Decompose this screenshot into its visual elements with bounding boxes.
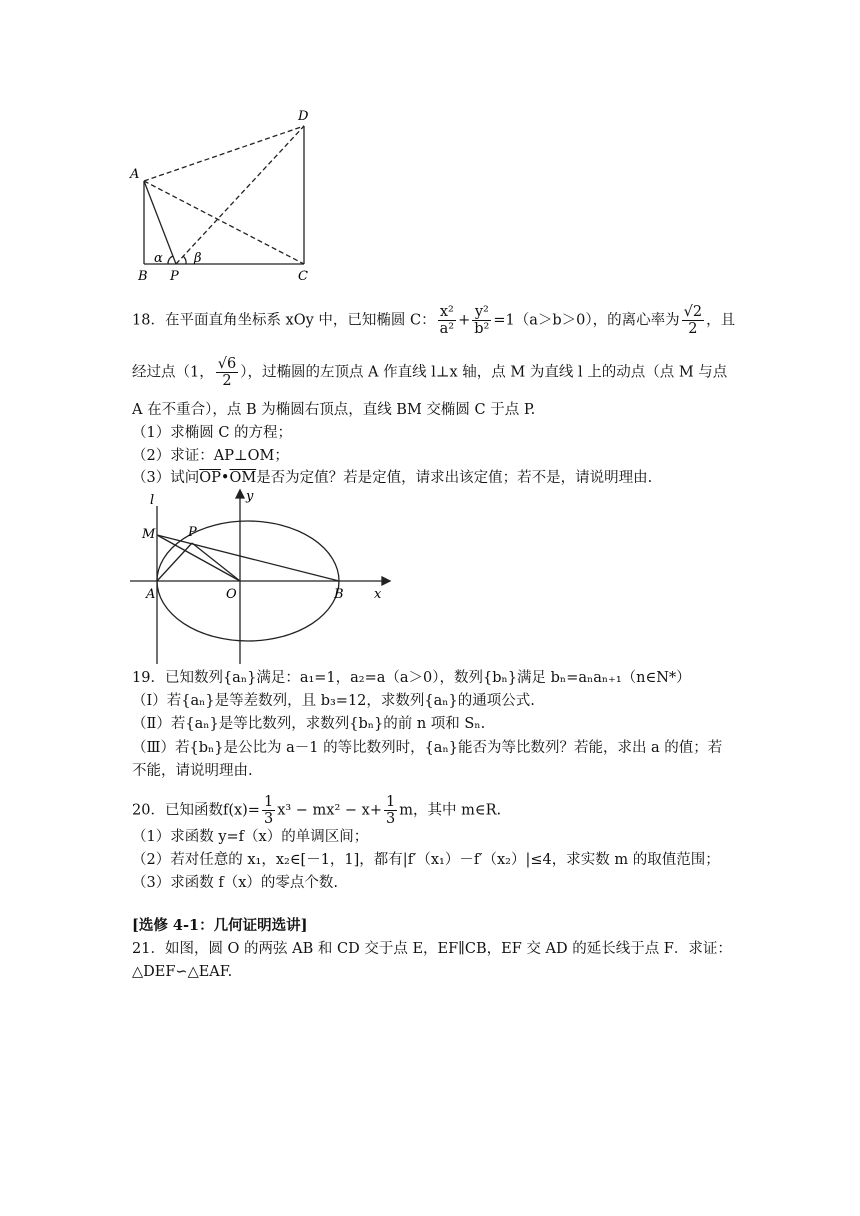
label-x: x xyxy=(374,587,382,602)
q20-frac2 xyxy=(384,794,397,827)
q18-line1 xyxy=(132,304,735,337)
q20-part1: （1）求函数 y=f（x）的单调区间； xyxy=(132,829,369,845)
q19-part2: （Ⅱ）若{aₙ}是等比数列，求数列{bₙ}的前 n 项和 Sₙ. xyxy=(132,716,486,732)
q18-ecc-den: 2 xyxy=(688,321,698,337)
q18-line3: A 在不重合），点 B 为椭圆右顶点，直线 BM 交椭圆 C 于点 P. xyxy=(132,402,536,418)
q20-fx: f(x)= xyxy=(222,802,260,819)
q18-ecc-num: √2 xyxy=(683,304,703,320)
q18-line2-pre: 经过点（1， xyxy=(132,364,214,381)
q18-intro-end: ，且 xyxy=(706,312,736,329)
label-M: M xyxy=(142,527,156,542)
label-y: y xyxy=(246,489,254,504)
q18-eq-rest: =1（a＞b＞0），的离心率为 xyxy=(493,312,680,329)
label-B: B xyxy=(138,269,148,284)
vector-op: $\overline{OP}$ xyxy=(199,470,221,486)
q18-plus: + xyxy=(458,312,471,329)
q21-section-header: [选修 4-1：几何证明选讲] xyxy=(132,917,308,934)
q18-part3 xyxy=(132,468,652,488)
q18-p3-post: 是否为定值？若是定值，请求出该定值；若不是，请说明理由. xyxy=(256,470,653,486)
q21-line2: △DEF∽△EAF. xyxy=(132,964,233,980)
q18-frac-x xyxy=(438,304,456,337)
q20-part2: （2）若对任意的 x₁，x₂∈[－1，1]，都有|f′（x₁）－f′（x₂）|≤4，求实数 m 的取值范围； xyxy=(132,852,720,868)
label-O: O xyxy=(226,587,237,602)
label-D: D xyxy=(298,109,309,124)
figure-18-ellipse-diagram xyxy=(126,488,396,666)
q19-line1: 19．已知数列{aₙ}满足：a₁=1，a₂=a（a＞0），数列{bₙ}满足 bₙ=aₙaₙ₊₁（n∈N*） xyxy=(132,670,691,686)
q18-frac-pt xyxy=(216,356,238,389)
label-C: C xyxy=(298,269,308,284)
vector-om: $\overline{OM}$ xyxy=(229,470,257,486)
q18-frac-ecc xyxy=(682,304,704,337)
figure-17-diagram xyxy=(126,104,326,284)
q20-frac1 xyxy=(262,794,275,827)
q20-frac2-den: 3 xyxy=(386,811,396,827)
q18-line2-post: ），过椭圆的左顶点 A 作直线 l⊥x 轴，点 M 为直线 l 上的动点（点 M 与点 xyxy=(240,364,728,381)
q18-pt-den: 2 xyxy=(222,373,232,389)
q18-line2 xyxy=(132,356,727,389)
label-beta: β xyxy=(194,251,202,266)
q20-pre: 20．已知函数 xyxy=(132,802,223,819)
label-A18: A xyxy=(146,587,156,602)
q18-frac-y xyxy=(472,304,491,337)
q20-mid: x³ − mx² − x+ xyxy=(277,802,382,819)
q20-post: ，其中 m∈R. xyxy=(412,802,502,819)
label-A: A xyxy=(130,167,140,182)
q18-frac-y-num: y² xyxy=(472,304,491,321)
q18-p3-pre: （3）试问 xyxy=(132,470,200,486)
q20-part3: （3）求函数 f（x）的零点个数. xyxy=(132,875,338,891)
q18-frac-x-num: x² xyxy=(438,304,456,321)
q18-intro: 18．在平面直角坐标系 xOy 中，已知椭圆 C： xyxy=(132,312,436,329)
q20-m: m xyxy=(399,802,413,819)
q18-frac-y-den: b² xyxy=(474,321,490,337)
q20-frac2-num: 1 xyxy=(386,794,396,810)
q19-part3-cont: 不能，请说明理由. xyxy=(132,763,253,779)
q18-part1: （1）求椭圆 C 的方程； xyxy=(132,425,293,441)
label-P: P xyxy=(170,269,179,284)
q21-line1: 21．如图，圆 O 的两弦 AB 和 CD 交于点 E，EF∥CB，EF 交 AD 的延长线于点 F．求证： xyxy=(132,941,732,957)
q20-frac1-num: 1 xyxy=(263,794,274,810)
label-l: l xyxy=(150,493,155,508)
label-alpha: α xyxy=(154,251,163,266)
q18-pt-num: √6 xyxy=(217,356,237,372)
dot-product: • xyxy=(220,470,230,486)
label-B18: B xyxy=(334,587,344,602)
q20-line1 xyxy=(132,794,501,827)
q20-frac1-den: 3 xyxy=(263,811,274,827)
q18-part2: （2）求证：AP⊥OM； xyxy=(132,448,289,464)
q19-part3: （Ⅲ）若{bₙ}是公比为 a－1 的等比数列时，{aₙ}能否为等比数列？若能，求出 a 的值；若 xyxy=(132,740,723,756)
label-P18: P xyxy=(188,525,197,540)
q19-part1: （Ⅰ）若{aₙ}是等差数列，且 b₃=12，求数列{aₙ}的通项公式. xyxy=(132,693,535,709)
q18-frac-x-den: a² xyxy=(439,321,455,337)
